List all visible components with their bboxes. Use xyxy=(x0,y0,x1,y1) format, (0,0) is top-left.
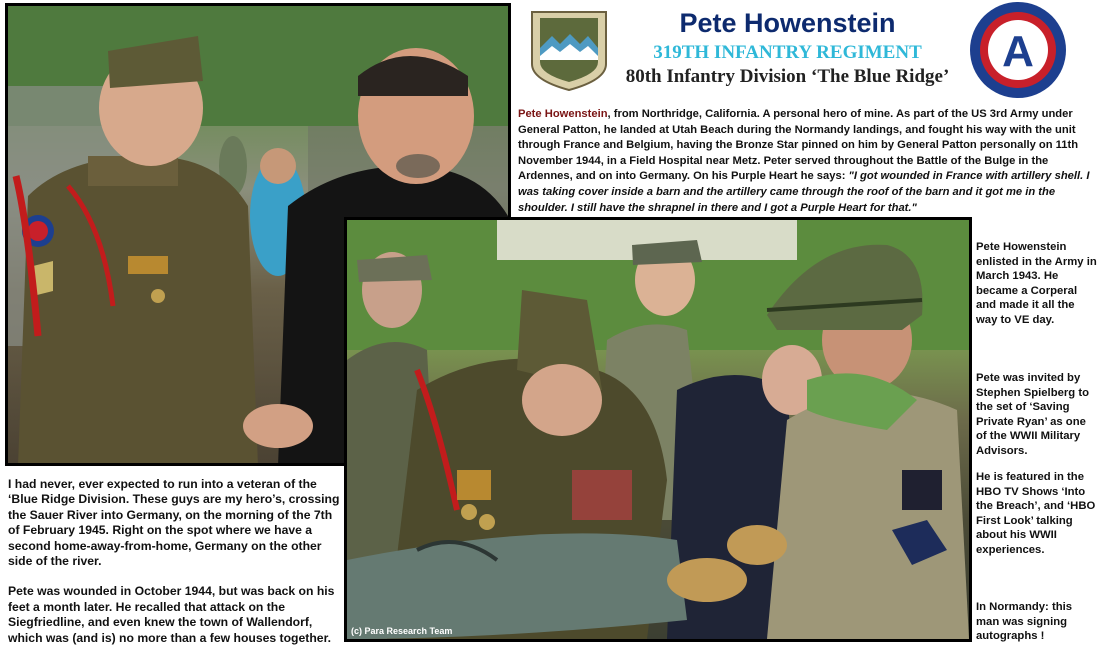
story-text xyxy=(8,477,342,661)
intro-paragraph xyxy=(518,107,1096,216)
story-paragraph-1: I had never, ever expected to run into a veteran of the ‘Blue Ridge Division. These guys are my hero’s, crossing the Sauer River into Germany, on the morning of the 7th of February 1945. Right on the spot where we have a second home-away-from-home, Germany on the other side of the river. xyxy=(8,477,340,569)
side-text-spielberg: Pete was invited by Stephen Spielberg to the set of ‘Saving Private Ryan’ as one of the WWII Military Advisors. xyxy=(976,372,1089,457)
intro-text: , from Northridge, California. A personal hero of mine. As part of the US 3rd Army under General Patton, he landed at Utah Beach during the Normandy landings, and fought his way with the unit through France and Belgium, having the Bronze Star pinned on him by General Patton personally on 11th November 1944, in a Field Hospital near Metz. Peter served throughout the Battle of the Bulge in the Ardennes, and on into Germany. On his Purple Heart he says: xyxy=(518,108,1079,183)
division-heading: 80th Infantry Division ‘The Blue Ridge’ xyxy=(625,66,950,87)
side-text-enlisted: Pete Howenstein enlisted in the Army in March 1943. He became a Corperal and made it all the way to VE day. xyxy=(976,241,1097,326)
side-text-normandy: In Normandy: this man was signing autographs ! xyxy=(976,601,1073,643)
intro-name: Pete Howenstein xyxy=(518,108,608,120)
third-army-patch-letter: A xyxy=(1002,27,1034,76)
photo-veteran-signing xyxy=(344,217,972,642)
page-title: Pete Howenstein xyxy=(679,8,896,38)
side-text-hbo: He is featured in the HBO TV Shows ‘Into the Breach’, and ‘HBO First Look’ talking about his WWII experiences. xyxy=(976,471,1096,556)
regiment-heading: 319TH INFANTRY REGIMENT xyxy=(653,42,922,63)
purple-heart-quote: "I got wounded in France with artillery shell. I was taking cover inside a barn and the artillery came through the roof of the barn and it got me in the shoulder. I still have the shrapnel in there and I got a Purple Heart for that." xyxy=(518,170,1090,214)
photo-credit: (c) Para Research Team xyxy=(351,626,453,636)
photo-veteran-signing-drawing xyxy=(347,220,969,639)
story-paragraph-2: Pete was wounded in October 1944, but was back on his feet a month later. He recalled that attack on the Siegfriedline, and even knew the town of Wallendorf, which was (and is) no more than a few houses together. xyxy=(8,584,335,645)
